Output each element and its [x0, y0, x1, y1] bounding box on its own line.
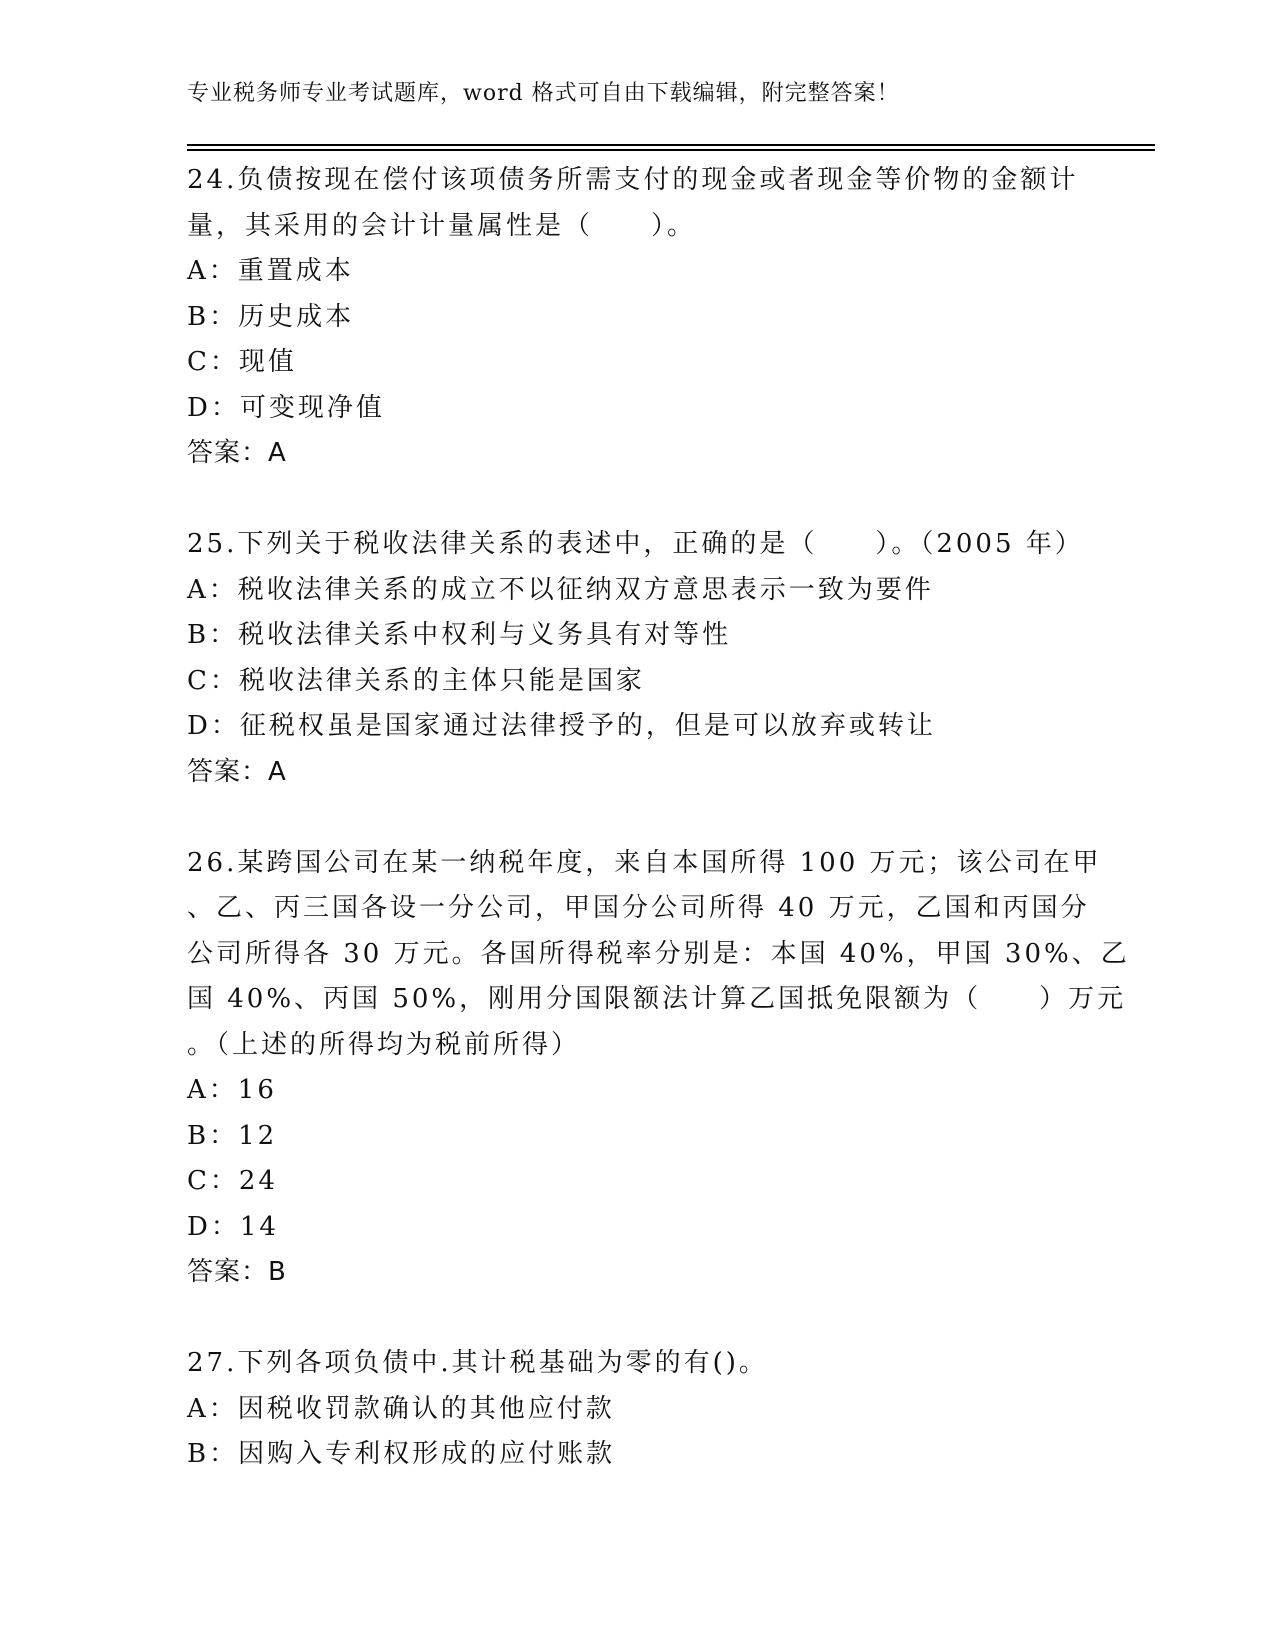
question-stem-line: 25.下列关于税收法律关系的表述中，正确的是（ ）。（2005 年）	[187, 529, 1084, 559]
option-b: B：12	[187, 1120, 278, 1151]
question-spacer	[187, 795, 1067, 841]
option-b: B：历史成本	[187, 301, 355, 332]
option-a: A：重置成本	[187, 256, 354, 286]
question-spacer	[187, 477, 1067, 523]
option-a: A：税收法律关系的成立不以征纳双方意思表示一致为要件	[187, 574, 934, 605]
option-c: C：24	[187, 1166, 278, 1196]
option-d: D：14	[187, 1211, 279, 1242]
question-25	[187, 522, 1084, 795]
option-b: B：因购入专利权形成的应付账款	[187, 1439, 616, 1469]
option-a: A：因税收罚款确认的其他应付款	[187, 1393, 615, 1424]
option-c: C：现值	[187, 347, 297, 377]
question-27	[187, 1341, 1067, 1478]
option-d: D：可变现净值	[187, 392, 385, 423]
page-header: 专业税务师专业考试题库，word 格式可自由下载编辑，附完整答案！	[187, 81, 900, 106]
answer-line: 答案：A	[187, 438, 287, 468]
answer-line: 答案：B	[187, 1257, 287, 1287]
question-24	[187, 158, 1079, 477]
question-spacer	[187, 1296, 1067, 1342]
question-stem-line: 24.负债按现在偿付该项债务所需支付的现金或者现金等价物的金额计	[187, 165, 1079, 195]
question-stem-line: 、乙、丙三国各设一分公司，甲国分公司所得 40 万元，乙国和丙国分	[187, 893, 1090, 923]
option-a: A：16	[187, 1075, 277, 1105]
question-stem-line: 量，其采用的会计计量属性是（ ）。	[187, 210, 697, 241]
option-b: B：税收法律关系中权利与义务具有对等性	[187, 620, 732, 650]
question-26	[187, 841, 1130, 1296]
question-stem-line: 国 40%、丙国 50%，刚用分国限额法计算乙国抵免限额为（ ）万元	[187, 984, 1127, 1014]
question-stem-line: 27.下列各项负债中.其计税基础为零的有()。	[187, 1348, 768, 1378]
header-rule-bottom	[187, 149, 1155, 151]
option-c: C：税收法律关系的主体只能是国家	[187, 665, 645, 696]
answer-line: 答案：A	[187, 756, 287, 787]
question-stem-line: 26.某跨国公司在某一纳税年度，来自本国所得 100 万元；该公司在甲	[187, 847, 1102, 878]
question-stem-line: 公司所得各 30 万元。各国所得税率分别是：本国 40%，甲国 30%、乙	[187, 938, 1130, 969]
question-stem-line: 。（上述的所得均为税前所得）	[187, 1029, 581, 1060]
option-d: D：征税权虽是国家通过法律授予的，但是可以放弃或转让	[187, 711, 936, 741]
header-rule-top	[187, 144, 1155, 146]
question-list	[187, 158, 1130, 1478]
